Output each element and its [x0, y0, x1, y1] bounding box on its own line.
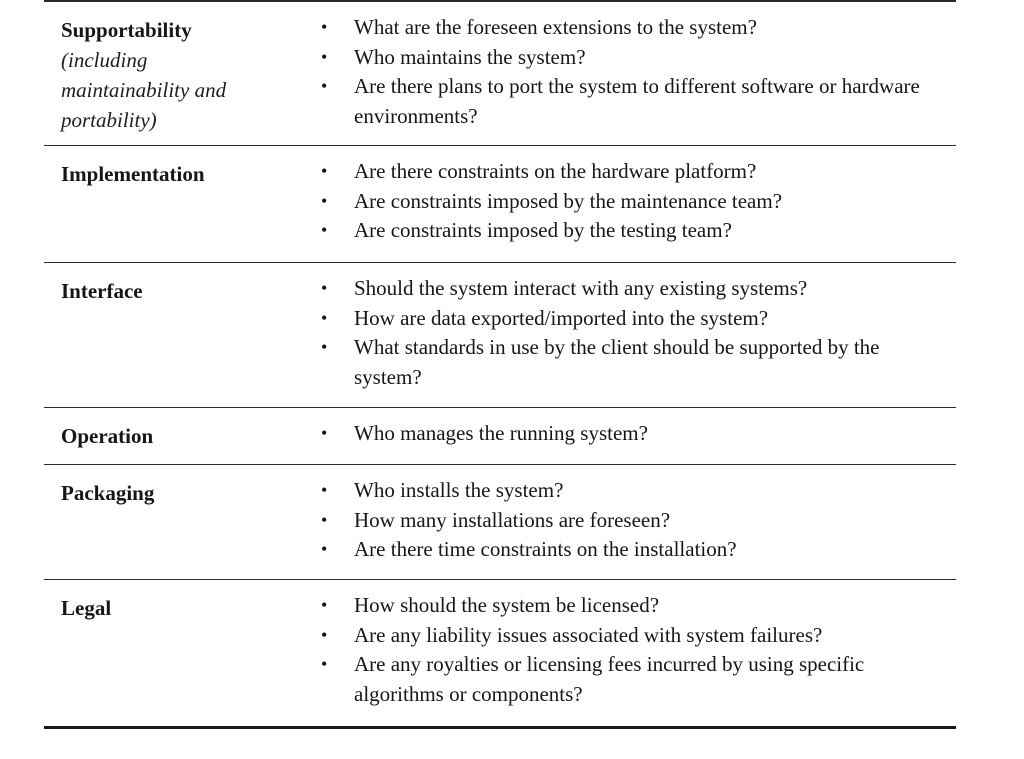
question-item: • Who manages the running system?: [318, 419, 948, 449]
question-list: [318, 157, 948, 246]
question-list: [318, 476, 948, 565]
category-name: Supportability: [61, 18, 192, 42]
table-row-interface: [44, 263, 956, 408]
question-list: [318, 419, 948, 449]
question-item: • Are any liability issues associated with system failures?: [318, 621, 948, 651]
requirements-table: [44, 2, 956, 729]
table-row-operation: [44, 408, 956, 465]
table-row-packaging: [44, 465, 956, 580]
category-name: Packaging: [61, 481, 155, 505]
question-list: [318, 591, 948, 709]
question-item: • What standards in use by the client should be supported by the system?: [318, 333, 948, 392]
question-item: • Are constraints imposed by the maintenance team?: [318, 187, 948, 217]
category-name: Implementation: [61, 162, 205, 186]
question-item: • Are any royalties or licensing fees incurred by using specific algorithms or components?: [318, 650, 948, 709]
category-cell: [61, 478, 291, 508]
question-item: • What are the foreseen extensions to the system?: [318, 13, 948, 43]
category-cell: [61, 276, 291, 306]
category-name: Operation: [61, 424, 154, 448]
question-item: • Are constraints imposed by the testing team?: [318, 216, 948, 246]
question-item: • Who maintains the system?: [318, 43, 948, 73]
category-name: Interface: [61, 279, 143, 303]
question-item: • How should the system be licensed?: [318, 591, 948, 621]
table-row-legal: [44, 580, 956, 729]
question-item: • Should the system interact with any existing systems?: [318, 274, 948, 304]
question-item: • How are data exported/imported into the system?: [318, 304, 948, 334]
question-item: • Are there time constraints on the installation?: [318, 535, 948, 565]
category-name: Legal: [61, 596, 112, 620]
category-cell: [61, 159, 291, 189]
table-row-implementation: [44, 146, 956, 263]
question-item: • How many installations are foreseen?: [318, 506, 948, 536]
table-row-supportability: [44, 2, 956, 146]
category-cell: [61, 593, 291, 623]
question-list: [318, 274, 948, 392]
category-note: (including maintainability and portability): [61, 48, 227, 132]
question-item: • Are there plans to port the system to different software or hardware environments?: [318, 72, 948, 131]
category-cell: [61, 421, 291, 451]
question-item: • Who installs the system?: [318, 476, 948, 506]
category-cell: [61, 15, 291, 135]
question-item: • Are there constraints on the hardware platform?: [318, 157, 948, 187]
question-list: [318, 13, 948, 131]
